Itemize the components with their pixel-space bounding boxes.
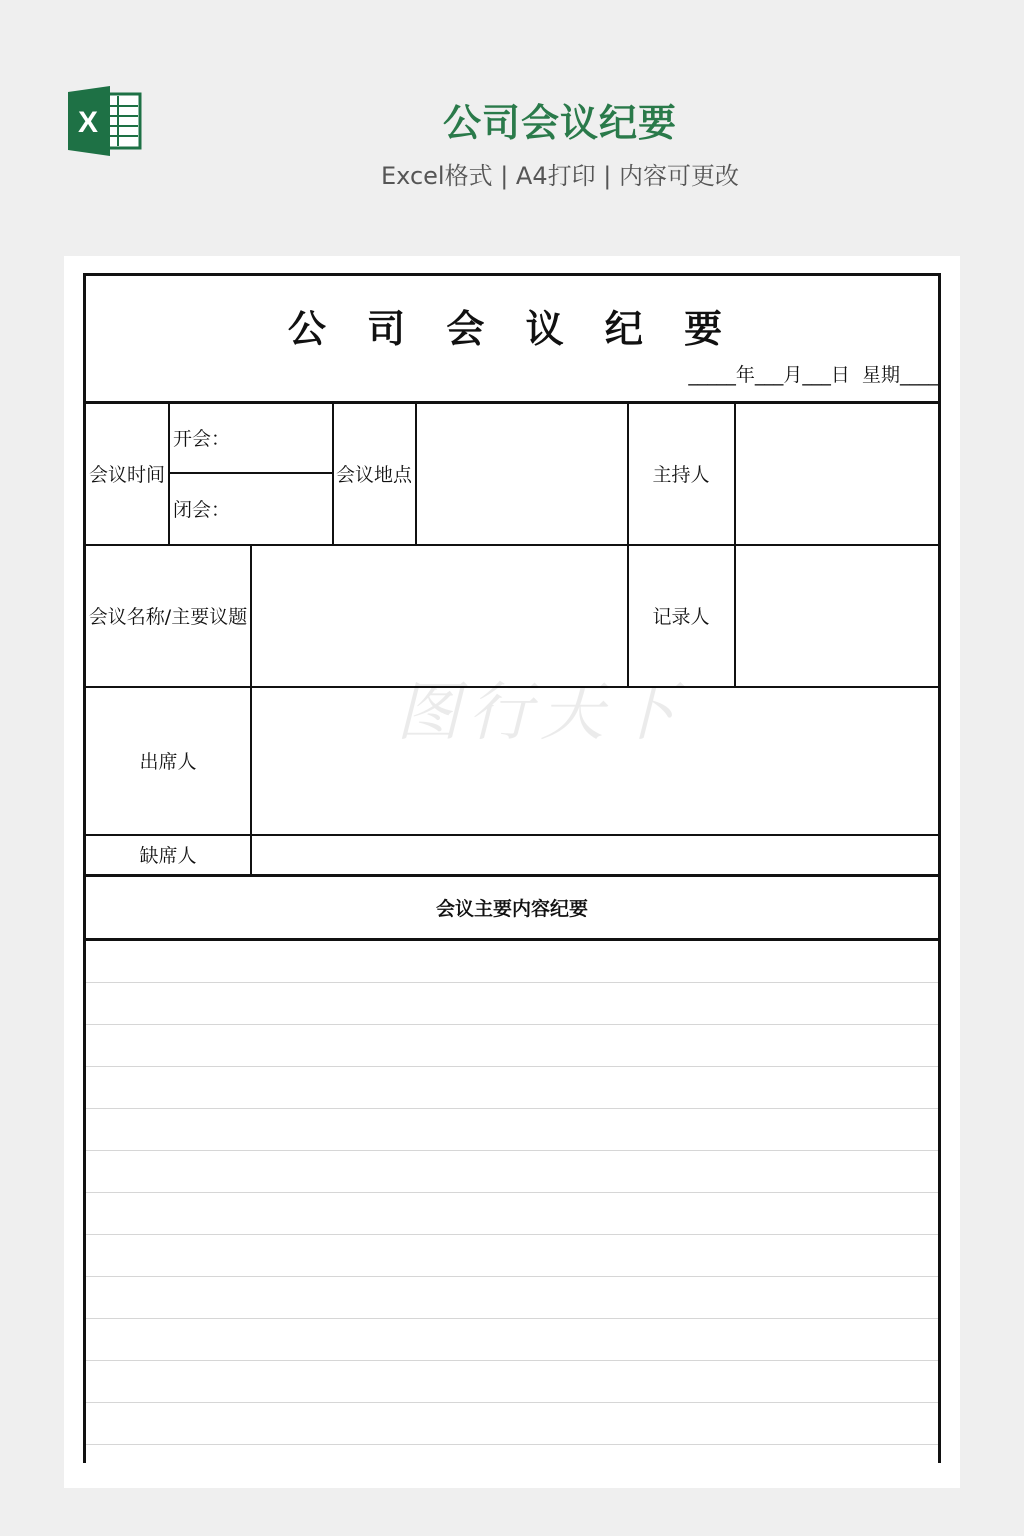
ruled-line — [86, 1402, 938, 1403]
page-subtitle: Excel格式 | A4打印 | 内容可更改 — [381, 162, 739, 190]
section-divider — [86, 938, 938, 941]
ruled-line — [86, 1066, 938, 1067]
ruled-line — [86, 1360, 938, 1361]
ruled-line — [86, 1192, 938, 1193]
section-main-content: 会议主要内容纪要 — [435, 898, 588, 920]
label-end: 闭会： — [173, 499, 231, 521]
ruled-line — [86, 982, 938, 983]
label-meeting-time: 会议时间 — [88, 463, 165, 486]
ruled-line — [86, 1318, 938, 1319]
ruled-line — [86, 1150, 938, 1151]
page-title: 公司会议纪要 — [442, 101, 677, 145]
ruled-line — [86, 1276, 938, 1277]
col-divider — [250, 544, 252, 874]
date-line: _____年___月___日 星期____ — [688, 364, 938, 386]
svg-text:X: X — [78, 106, 99, 139]
label-attendees: 出席人 — [139, 751, 197, 773]
label-host: 主持人 — [652, 463, 710, 486]
ruled-line — [86, 1108, 938, 1109]
label-recorder: 记录人 — [652, 606, 710, 628]
watermark: 图行天下 — [396, 676, 684, 750]
col-divider — [415, 402, 417, 544]
ruled-line — [86, 1024, 938, 1025]
form-title: 公 司 会 议 纪 要 — [287, 307, 737, 351]
label-meeting-place: 会议地点 — [335, 463, 412, 486]
label-absentees: 缺席人 — [139, 845, 197, 867]
document-sheet — [64, 256, 960, 1488]
ruled-line — [86, 1444, 938, 1445]
label-start: 开会： — [173, 427, 231, 450]
ruled-line — [86, 1234, 938, 1235]
meeting-minutes-form — [83, 273, 941, 1463]
col-divider — [734, 402, 736, 686]
label-meeting-name: 会议名称/主要议题 — [88, 606, 248, 628]
